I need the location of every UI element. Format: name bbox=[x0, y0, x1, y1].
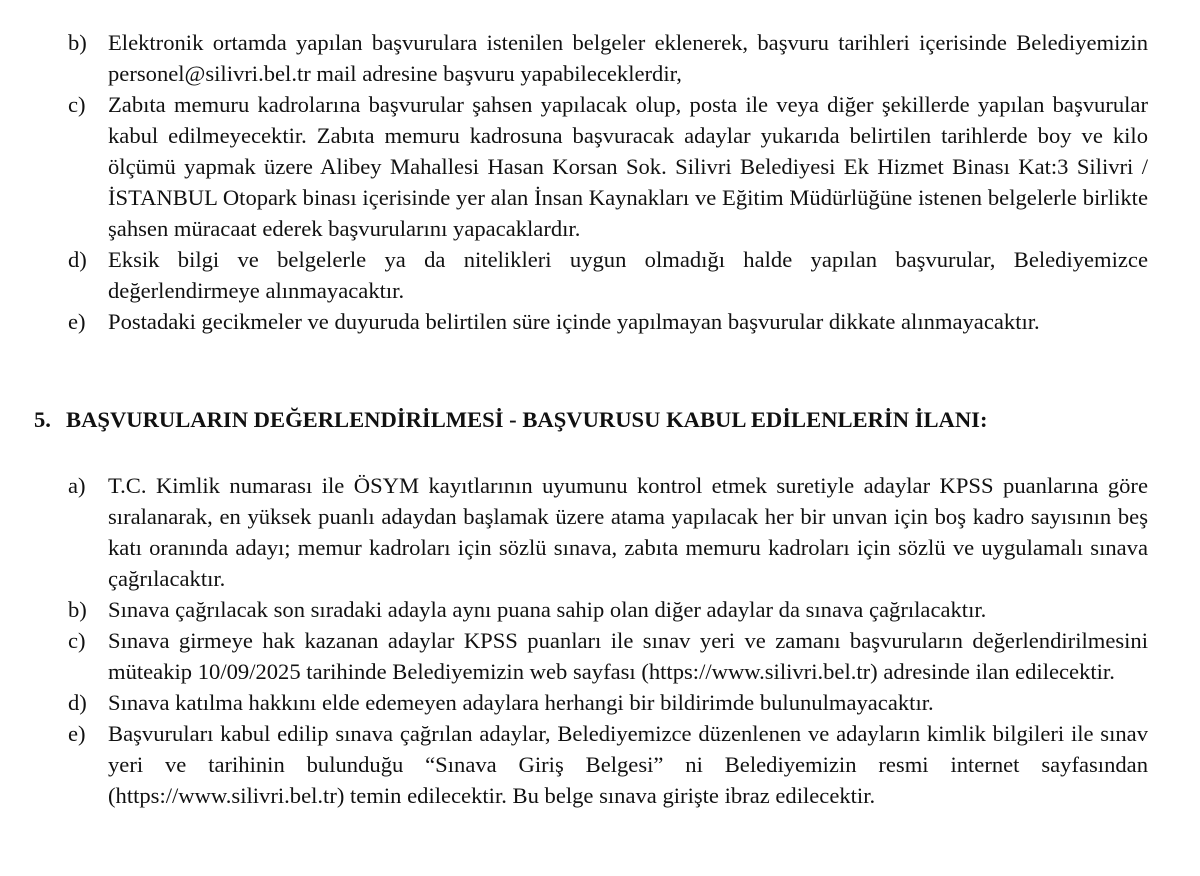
list-marker: c) bbox=[68, 92, 86, 117]
list-item-text: Sınava girmeye hak kazanan adaylar KPSS puanları ile sınav yeri ve zamanı başvuruların değerlendirilmesini müteakip 10/09/2025 tarihinde Belediyemizin web sayfası (https://www.silivri.bel.tr) adresinde ilan edilecektir. bbox=[108, 628, 1148, 684]
list-item bbox=[68, 27, 1148, 89]
list-marker: b) bbox=[68, 30, 87, 55]
list-marker: e) bbox=[68, 721, 86, 746]
list-marker: b) bbox=[68, 597, 87, 622]
list-marker: d) bbox=[68, 690, 87, 715]
list-item-text: T.C. Kimlik numarası ile ÖSYM kayıtlarının uyumunu kontrol etmek suretiyle adaylar KPSS puanlarına göre sıralanarak, en yüksek puanlı adaydan başlamak üzere atama yapılacak her bir unvan için boş kadro sayısının beş katı oranında adayı; memur kadroları için sözlü sınava, zabıta memuru kadroları için sözlü ve uygulamalı sınava çağrılacaktır. bbox=[108, 473, 1148, 591]
list-marker: c) bbox=[68, 628, 86, 653]
list-item bbox=[68, 306, 1148, 337]
list-item bbox=[68, 470, 1148, 594]
section-heading bbox=[34, 404, 1154, 435]
list-marker: e) bbox=[68, 309, 86, 334]
list-item bbox=[68, 89, 1148, 244]
list-item bbox=[68, 244, 1148, 306]
list-item-text: Başvuruları kabul edilip sınava çağrılan adaylar, Belediyemizce düzenlenen ve adayların kimlik bilgileri ile sınav yeri ve tarihinin bulunduğu “Sınava Giriş Belgesi” ni Belediyemizin resmi internet sayfasından (https://www.silivri.bel.tr) temin edilecektir. Bu belge sınava girişte ibraz edilecektir. bbox=[108, 721, 1148, 808]
list-item-text: Sınava katılma hakkını elde edemeyen adaylara herhangi bir bildirimde bulunulmayacaktır. bbox=[108, 690, 934, 715]
list-item-text: Postadaki gecikmeler ve duyuruda belirtilen süre içinde yapılmayan başvurular dikkate alınmayacaktır. bbox=[108, 309, 1040, 334]
list-item-text: Zabıta memuru kadrolarına başvurular şahsen yapılacak olup, posta ile veya diğer şekillerde yapılan başvurular kabul edilmeyecektir. Zabıta memuru kadrosuna başvuracak adaylar yukarıda belirtilen tarihlerde boy ve kilo ölçümü yapmak üzere Alibey Mahallesi Hasan Korsan Sok. Silivri Belediyesi Ek Hizmet Binası Kat:3 Silivri / İSTANBUL Otopark binası içerisinde yer alan İnsan Kaynakları ve Eğitim Müdürlüğüne istenen belgelerle birlikte şahsen müracaat ederek başvurularını yapacaklardır. bbox=[108, 92, 1148, 241]
list-item bbox=[68, 718, 1148, 811]
section-number: 5. bbox=[34, 407, 51, 432]
list-item-text: Sınava çağrılacak son sıradaki adayla aynı puana sahip olan diğer adaylar da sınava çağrılacaktır. bbox=[108, 597, 987, 622]
evaluation-rules-list bbox=[68, 470, 1148, 811]
list-item-text: Eksik bilgi ve belgelerle ya da nitelikleri uygun olmadığı halde yapılan başvurular, Belediyemizce değerlendirmeye alınmayacaktır. bbox=[108, 247, 1148, 303]
list-marker: d) bbox=[68, 247, 87, 272]
list-item-text: Elektronik ortamda yapılan başvurulara istenilen belgeler eklenerek, başvuru tarihleri içerisinde Belediyemizin personel@silivri.bel.tr mail adresine başvuru yapabileceklerdir, bbox=[108, 30, 1148, 86]
list-item bbox=[68, 687, 1148, 718]
section-title: BAŞVURULARIN DEĞERLENDİRİLMESİ - BAŞVURUSU KABUL EDİLENLERİN İLANI: bbox=[66, 407, 988, 432]
list-marker: a) bbox=[68, 473, 86, 498]
application-rules-list bbox=[68, 27, 1148, 337]
list-item bbox=[68, 625, 1148, 687]
list-item bbox=[68, 594, 1148, 625]
